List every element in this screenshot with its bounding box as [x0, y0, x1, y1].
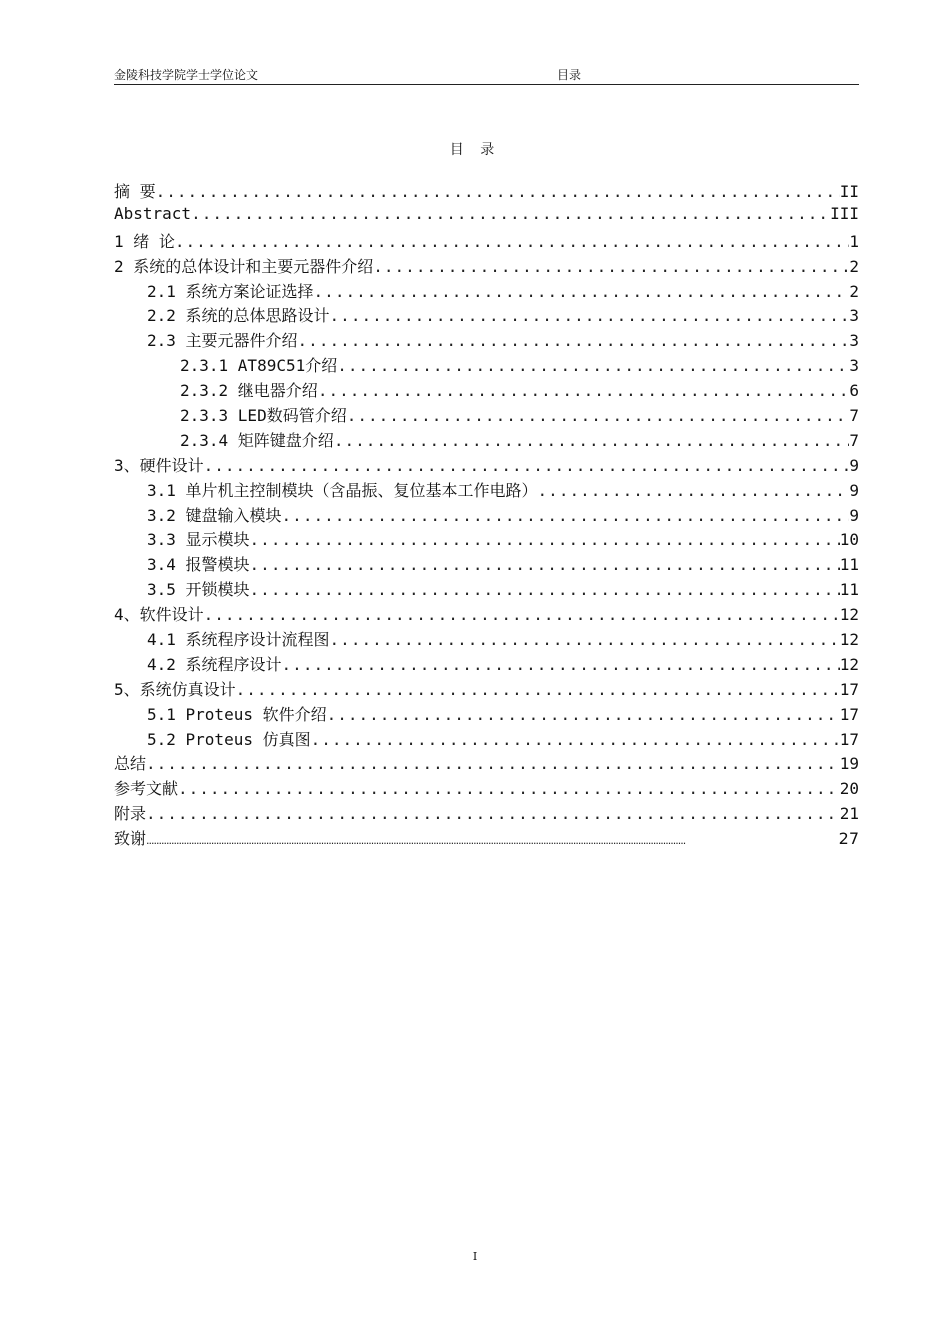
- toc-entry-label: 致谢: [114, 829, 147, 849]
- toc-entry-label: 5.2 Proteus 仿真图: [147, 729, 311, 749]
- toc-entry[interactable]: [114, 577, 859, 602]
- dot-leader: [311, 730, 840, 749]
- toc-entry-page: 27: [838, 829, 859, 849]
- dot-leader: [146, 834, 839, 847]
- toc-entry-label: 参考文献: [114, 779, 179, 799]
- toc-entry-label: 2.3.2 继电器介绍: [180, 381, 318, 401]
- toc-entry-page: 2: [849, 281, 859, 301]
- page-number: I: [472, 1250, 478, 1263]
- toc-entry[interactable]: [114, 627, 859, 652]
- toc-title: 目 录: [449, 142, 501, 158]
- toc-entry-page: 12: [839, 630, 859, 650]
- toc-entry-label: 2.3.1 AT89C51介绍: [180, 356, 338, 376]
- dot-leader: [146, 754, 840, 773]
- toc-entry-label: 3.1 单片机主控制模块（含晶振、复位基本工作电路）: [147, 480, 538, 500]
- toc-entry-page: 20: [839, 779, 859, 799]
- toc-entry-label: 2.3.4 矩阵键盘介绍: [180, 430, 334, 450]
- toc-entry-label: 4、软件设计: [114, 605, 204, 625]
- toc-entry-page: 9: [849, 505, 859, 525]
- toc-entry[interactable]: [114, 453, 859, 478]
- dot-leader: [347, 406, 850, 425]
- toc-entry[interactable]: [114, 826, 859, 851]
- toc-entry-label: 3.4 报警模块: [147, 555, 250, 575]
- toc-entry-page: II: [839, 182, 859, 201]
- toc-entry[interactable]: [114, 229, 859, 254]
- dot-leader: [156, 182, 840, 201]
- dot-leader: [538, 481, 850, 500]
- toc-entry-page: 17: [839, 704, 859, 724]
- toc-entry-label: 3.2 键盘输入模块: [147, 505, 282, 525]
- toc-entry-label: 2 系统的总体设计和主要元器件介绍: [114, 256, 374, 276]
- dot-leader: [175, 232, 849, 251]
- toc-entry[interactable]: [114, 652, 859, 677]
- toc-entry-label: 摘 要: [114, 182, 156, 201]
- header-section-title: 目录: [557, 68, 582, 82]
- toc-entry-page: 10: [839, 530, 859, 550]
- toc-entry-page: III: [830, 203, 859, 223]
- dot-leader: [204, 456, 850, 475]
- toc-entry-label: 5、系统仿真设计: [114, 679, 236, 699]
- toc-entry-label: 2.2 系统的总体思路设计: [147, 306, 330, 326]
- toc-entry[interactable]: [114, 801, 859, 826]
- toc-entry-page: 6: [849, 381, 859, 401]
- dot-leader: [250, 530, 840, 549]
- dot-leader: [146, 804, 840, 823]
- toc-entry-page: 17: [839, 729, 859, 749]
- table-of-contents: [114, 179, 859, 851]
- toc-entry[interactable]: [114, 353, 859, 378]
- dot-leader: [334, 431, 850, 450]
- toc-entry-page: 9: [849, 480, 859, 500]
- dot-leader: [282, 655, 840, 674]
- toc-entry-page: 3: [849, 306, 859, 326]
- dot-leader: [191, 204, 830, 223]
- toc-entry-page: 11: [839, 580, 859, 600]
- dot-leader: [236, 680, 840, 699]
- toc-entry[interactable]: [114, 702, 859, 727]
- toc-entry-page: 1: [849, 231, 859, 251]
- toc-entry[interactable]: [114, 602, 859, 627]
- toc-entry[interactable]: [114, 179, 859, 204]
- toc-entry-label: 1 绪 论: [114, 231, 175, 251]
- toc-entry-page: 3: [849, 356, 859, 376]
- page-header: [114, 66, 859, 85]
- toc-entry-label: 总结: [114, 754, 147, 774]
- toc-entry[interactable]: [114, 552, 859, 577]
- toc-entry[interactable]: [114, 279, 859, 304]
- dot-leader: [314, 282, 850, 301]
- toc-entry-label: 5.1 Proteus 软件介绍: [147, 704, 327, 724]
- toc-entry-label: 2.1 系统方案论证选择: [147, 281, 314, 301]
- toc-entry[interactable]: [114, 428, 859, 453]
- toc-entry-label: 2.3.3 LED数码管介绍: [180, 406, 347, 426]
- toc-entry[interactable]: [114, 727, 859, 752]
- toc-entry-label: 4.1 系统程序设计流程图: [147, 630, 330, 650]
- toc-entry[interactable]: [114, 378, 859, 403]
- toc-entry-label: 2.3 主要元器件介绍: [147, 331, 298, 351]
- toc-entry-label: 3.5 开锁模块: [147, 580, 250, 600]
- toc-entry[interactable]: [114, 776, 859, 801]
- toc-entry-label: 3.3 显示模块: [147, 530, 250, 550]
- toc-entry[interactable]: [114, 303, 859, 328]
- dot-leader: [298, 331, 850, 350]
- toc-entry-page: 9: [849, 455, 859, 475]
- dot-leader: [282, 506, 850, 525]
- toc-entry-label: Abstract: [114, 203, 192, 223]
- toc-entry-label: 附录: [114, 804, 147, 824]
- dot-leader: [327, 705, 840, 724]
- dot-leader: [250, 555, 840, 574]
- toc-entry[interactable]: [114, 254, 859, 279]
- toc-entry-page: 11: [839, 555, 859, 575]
- dot-leader: [337, 356, 849, 375]
- dot-leader: [373, 257, 849, 276]
- toc-entry[interactable]: [114, 503, 859, 528]
- toc-entry-page: 12: [839, 605, 859, 625]
- toc-entry-page: 12: [839, 654, 859, 674]
- toc-entry-page: 7: [849, 430, 859, 450]
- toc-entry-page: 2: [849, 256, 859, 276]
- toc-entry-label: 4.2 系统程序设计: [147, 654, 282, 674]
- toc-entry[interactable]: [114, 478, 859, 503]
- dot-leader: [330, 306, 850, 325]
- toc-entry-page: 3: [849, 331, 859, 351]
- dot-leader: [318, 381, 850, 400]
- header-thesis-title: 金陵科技学院学士学位论文: [114, 68, 259, 82]
- dot-leader: [250, 580, 840, 599]
- toc-entry-page: 19: [839, 754, 859, 774]
- dot-leader: [204, 605, 840, 624]
- dot-leader: [178, 779, 840, 798]
- toc-entry[interactable]: [114, 403, 859, 428]
- toc-entry[interactable]: [114, 328, 859, 353]
- toc-entry-label: 3、硬件设计: [114, 455, 204, 475]
- toc-entry-page: 7: [849, 406, 859, 426]
- dot-leader: [330, 630, 840, 649]
- toc-entry-page: 17: [839, 679, 859, 699]
- toc-entry[interactable]: [114, 751, 859, 776]
- toc-entry[interactable]: [114, 677, 859, 702]
- toc-entry[interactable]: [114, 527, 859, 552]
- toc-entry-page: 21: [839, 804, 859, 824]
- toc-entry[interactable]: [114, 204, 859, 229]
